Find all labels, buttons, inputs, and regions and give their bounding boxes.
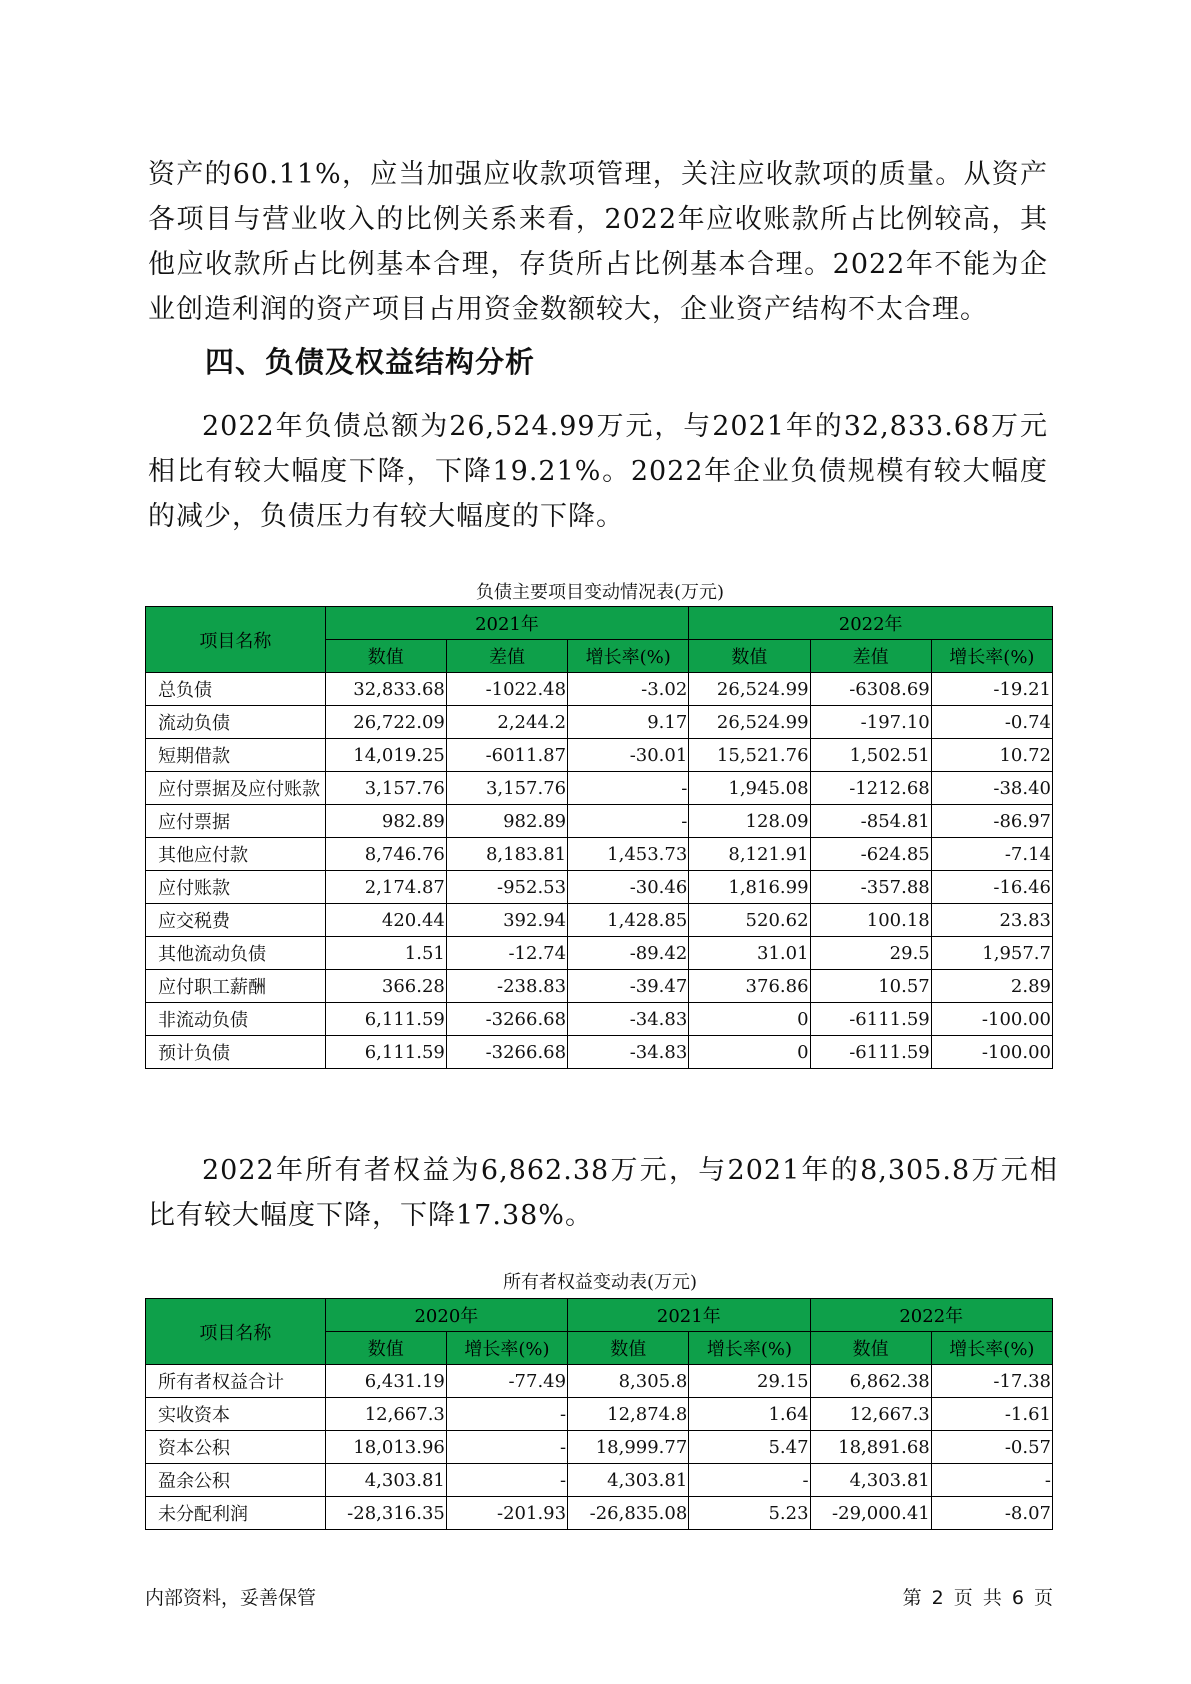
table-cell: - <box>446 1398 567 1431</box>
table-cell: -3266.68 <box>446 1003 567 1036</box>
table-cell: -8.07 <box>931 1497 1052 1530</box>
table-cell: 12,874.8 <box>568 1398 689 1431</box>
table-cell: 1,816.99 <box>689 871 810 904</box>
table2-caption: 所有者权益变动表(万元) <box>502 1272 698 1293</box>
table-cell: 31.01 <box>689 937 810 970</box>
table-cell: -0.74 <box>931 706 1052 739</box>
table-cell: -16.46 <box>931 871 1052 904</box>
table-cell: 18,999.77 <box>568 1431 689 1464</box>
table-cell: -7.14 <box>931 838 1052 871</box>
sub-header: 增长率(%) <box>446 1332 567 1365</box>
sub-header: 差值 <box>446 640 567 673</box>
year-header: 2022年 <box>689 607 1053 640</box>
table-cell: -197.10 <box>810 706 931 739</box>
table-cell: 15,521.76 <box>689 739 810 772</box>
table-cell: 9.17 <box>568 706 689 739</box>
table-cell: 982.89 <box>446 805 567 838</box>
table-row <box>146 739 1053 772</box>
table-cell: -38.40 <box>931 772 1052 805</box>
table-cell: 4,303.81 <box>810 1464 931 1497</box>
sub-header: 数值 <box>325 1332 446 1365</box>
table-cell: 26,524.99 <box>689 706 810 739</box>
table-cell: -854.81 <box>810 805 931 838</box>
liabilities-table <box>145 606 1053 1069</box>
sub-header: 增长率(%) <box>568 640 689 673</box>
table-row <box>146 1003 1053 1036</box>
table-row <box>146 970 1053 1003</box>
table-cell: 366.28 <box>325 970 446 1003</box>
table-cell: -39.47 <box>568 970 689 1003</box>
table-cell: -6111.59 <box>810 1036 931 1069</box>
row-label: 盈余公积 <box>146 1464 326 1497</box>
table-cell: -624.85 <box>810 838 931 871</box>
year-header: 2021年 <box>568 1299 810 1332</box>
table-cell: 100.18 <box>810 904 931 937</box>
table-cell: 1,945.08 <box>689 772 810 805</box>
table-cell: 29.5 <box>810 937 931 970</box>
table-row <box>146 1431 1053 1464</box>
table-cell: -100.00 <box>931 1003 1052 1036</box>
table-cell: 1,957.7 <box>931 937 1052 970</box>
table-cell: 1,428.85 <box>568 904 689 937</box>
table-cell: 29.15 <box>689 1365 810 1398</box>
row-label: 所有者权益合计 <box>146 1365 326 1398</box>
table-cell: 12,667.3 <box>810 1398 931 1431</box>
table-cell: -29,000.41 <box>810 1497 931 1530</box>
sub-header: 数值 <box>810 1332 931 1365</box>
row-label: 应付账款 <box>146 871 326 904</box>
table-cell: 982.89 <box>325 805 446 838</box>
table-cell: - <box>568 805 689 838</box>
sub-header: 数值 <box>689 640 810 673</box>
table-cell: -26,835.08 <box>568 1497 689 1530</box>
table1-caption: 负债主要项目变动情况表(万元) <box>475 582 725 603</box>
table-row <box>146 706 1053 739</box>
table-row <box>146 1398 1053 1431</box>
table-cell: 12,667.3 <box>325 1398 446 1431</box>
table-cell: - <box>689 1464 810 1497</box>
table-row <box>146 1036 1053 1069</box>
footer-confidential-note: 内部资料，妥善保管 <box>145 1587 317 1609</box>
table-cell: 18,891.68 <box>810 1431 931 1464</box>
year-header: 2020年 <box>325 1299 567 1332</box>
table-row <box>146 772 1053 805</box>
table-cell: 3,157.76 <box>325 772 446 805</box>
table-cell: - <box>931 1464 1052 1497</box>
row-label: 非流动负债 <box>146 1003 326 1036</box>
table-row <box>146 904 1053 937</box>
table-cell: 6,431.19 <box>325 1365 446 1398</box>
row-label: 短期借款 <box>146 739 326 772</box>
table-cell: 8,746.76 <box>325 838 446 871</box>
row-label: 未分配利润 <box>146 1497 326 1530</box>
table-cell: 0 <box>689 1003 810 1036</box>
sub-header: 差值 <box>810 640 931 673</box>
row-label: 其他流动负债 <box>146 937 326 970</box>
table-cell: -89.42 <box>568 937 689 970</box>
row-label: 应付票据 <box>146 805 326 838</box>
table-cell: 8,183.81 <box>446 838 567 871</box>
table-cell: -17.38 <box>931 1365 1052 1398</box>
table-row <box>146 937 1053 970</box>
table-cell: 6,111.59 <box>325 1003 446 1036</box>
table-cell: -6308.69 <box>810 673 931 706</box>
table-cell: 1,453.73 <box>568 838 689 871</box>
sub-header: 数值 <box>568 1332 689 1365</box>
footer-page-number: 第 2 页 共 6 页 <box>902 1587 1053 1609</box>
table-cell: 5.47 <box>689 1431 810 1464</box>
sub-header: 数值 <box>325 640 446 673</box>
table-cell: -3266.68 <box>446 1036 567 1069</box>
table-cell: 10.72 <box>931 739 1052 772</box>
table-cell: -34.83 <box>568 1036 689 1069</box>
table-cell: - <box>446 1464 567 1497</box>
table-cell: -19.21 <box>931 673 1052 706</box>
row-label: 实收资本 <box>146 1398 326 1431</box>
table-cell: -952.53 <box>446 871 567 904</box>
table-cell: 6,111.59 <box>325 1036 446 1069</box>
table-cell: 4,303.81 <box>325 1464 446 1497</box>
table-row <box>146 805 1053 838</box>
table-cell: 8,121.91 <box>689 838 810 871</box>
sub-header: 增长率(%) <box>689 1332 810 1365</box>
table-cell: 5.23 <box>689 1497 810 1530</box>
table-cell: 3,157.76 <box>446 772 567 805</box>
row-label: 资本公积 <box>146 1431 326 1464</box>
table-cell: -201.93 <box>446 1497 567 1530</box>
table-cell: 26,524.99 <box>689 673 810 706</box>
table-row <box>146 838 1053 871</box>
liabilities-table-body <box>146 673 1053 1069</box>
table-cell: 1.64 <box>689 1398 810 1431</box>
table-cell: -28,316.35 <box>325 1497 446 1530</box>
year-header: 2022年 <box>810 1299 1052 1332</box>
table-cell: 1.51 <box>325 937 446 970</box>
table-cell: -30.01 <box>568 739 689 772</box>
table-cell: 128.09 <box>689 805 810 838</box>
row-label: 应付职工薪酬 <box>146 970 326 1003</box>
row-label: 其他应付款 <box>146 838 326 871</box>
table-cell: 23.83 <box>931 904 1052 937</box>
table-cell: -238.83 <box>446 970 567 1003</box>
table-cell: -0.57 <box>931 1431 1052 1464</box>
table-cell: -100.00 <box>931 1036 1052 1069</box>
table-cell: -3.02 <box>568 673 689 706</box>
table-cell: -12.74 <box>446 937 567 970</box>
paragraph-asset-structure: 资产的60.11%，应当加强应收款项管理，关注应收款项的质量。从资产各项目与营业收入的比例关系来看，2022年应收账款所占比例较高，其他应收款所占比例基本合理，存货所占比例基本合理。2022年不能为企业创造利润的资产项目占用资金数额较大，企业资产结构不太合理。 <box>148 159 1048 325</box>
table-cell: 2.89 <box>931 970 1052 1003</box>
row-label: 总负债 <box>146 673 326 706</box>
table-cell: -357.88 <box>810 871 931 904</box>
year-header: 2021年 <box>325 607 689 640</box>
table-cell: 14,019.25 <box>325 739 446 772</box>
table-cell: 520.62 <box>689 904 810 937</box>
table-cell: 26,722.09 <box>325 706 446 739</box>
table-cell: 376.86 <box>689 970 810 1003</box>
table-cell: 8,305.8 <box>568 1365 689 1398</box>
row-label: 应付票据及应付账款 <box>146 772 326 805</box>
section-heading: 四、负债及权益结构分析 <box>205 345 536 379</box>
table-cell: 2,244.2 <box>446 706 567 739</box>
sub-header: 增长率(%) <box>931 640 1052 673</box>
table-cell: -1212.68 <box>810 772 931 805</box>
table-row <box>146 1497 1053 1530</box>
table-cell: 6,862.38 <box>810 1365 931 1398</box>
paragraph-equity: 2022年所有者权益为6,862.38万元，与2021年的8,305.8万元相比有较大幅度下降，下降17.38%。 <box>148 1155 1058 1231</box>
table-cell: 10.57 <box>810 970 931 1003</box>
table-cell: 2,174.87 <box>325 871 446 904</box>
table-cell: -1.61 <box>931 1398 1052 1431</box>
table-cell: -30.46 <box>568 871 689 904</box>
table-cell: 420.44 <box>325 904 446 937</box>
table-cell: 18,013.96 <box>325 1431 446 1464</box>
table-cell: -34.83 <box>568 1003 689 1036</box>
table-cell: 0 <box>689 1036 810 1069</box>
table-cell: -6111.59 <box>810 1003 931 1036</box>
table-cell: - <box>446 1431 567 1464</box>
table-cell: -1022.48 <box>446 673 567 706</box>
table-cell: 32,833.68 <box>325 673 446 706</box>
table-cell: -6011.87 <box>446 739 567 772</box>
sub-header: 增长率(%) <box>931 1332 1052 1365</box>
item-name-header: 项目名称 <box>146 607 326 673</box>
table-row <box>146 1365 1053 1398</box>
table-row <box>146 1464 1053 1497</box>
table-row <box>146 871 1053 904</box>
equity-table-body <box>146 1365 1053 1530</box>
row-label: 应交税费 <box>146 904 326 937</box>
table-cell: 392.94 <box>446 904 567 937</box>
table-cell: 1,502.51 <box>810 739 931 772</box>
item-name-header: 项目名称 <box>146 1299 326 1365</box>
table-row <box>146 673 1053 706</box>
table-cell: -77.49 <box>446 1365 567 1398</box>
table-cell: -86.97 <box>931 805 1052 838</box>
paragraph-liabilities: 2022年负债总额为26,524.99万元，与2021年的32,833.68万元相比有较大幅度下降，下降19.21%。2022年企业负债规模有较大幅度的减少，负债压力有较大幅度的下降。 <box>148 411 1048 532</box>
row-label: 流动负债 <box>146 706 326 739</box>
table-cell: - <box>568 772 689 805</box>
equity-table <box>145 1298 1053 1530</box>
table-cell: 4,303.81 <box>568 1464 689 1497</box>
row-label: 预计负债 <box>146 1036 326 1069</box>
